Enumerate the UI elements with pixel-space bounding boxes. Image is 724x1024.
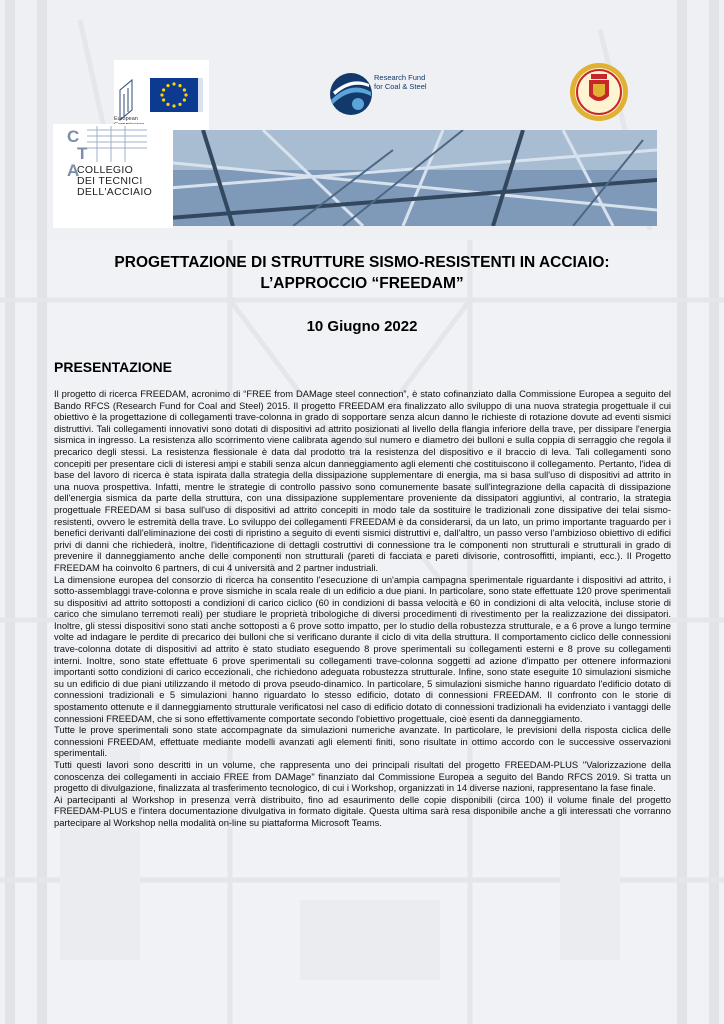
rfcs-label: [374, 73, 427, 91]
paragraph: Tutte le prove sperimentali sono state accompagnate da simulazioni numeriche avanzate. In particolare, le previsioni della risposta ciclica delle connessioni FREEDAM, effettuate mediante modelli avanzati agli elementi finiti, sono risultate in ottimo accordo con le successive osservazioni sperimentali.: [54, 724, 671, 759]
title-line2: L’APPROCCIO “FREEDAM”: [260, 275, 464, 292]
cta-grid-icon: [87, 126, 147, 162]
cta-text-line3: DELL'ACCIAIO: [77, 186, 153, 198]
section-heading: PRESENTAZIONE: [54, 359, 172, 375]
cta-college-name: [77, 165, 152, 198]
event-date: 10 Giugno 2022: [306, 318, 418, 335]
eu-label-text: European: [114, 116, 138, 122]
body-text: [54, 388, 671, 829]
cta-letter-c: C: [67, 127, 80, 146]
paragraph: Tutti questi lavori sono descritti in un volume, che rappresenta uno dei principali risultati del progetto FREEDAM-PLUS "Valorizzazione della conoscenza dei collegamenti in acciaio FREE from DAMage" finanziato dal Commissione Europea a seguito del Bando RFCS 2019. Si tratta un progetto di divulgazione, finalizzata al trasferimento tecnologico, di cui i Workshop, organizzati in 14 diverse nazioni, rappresentano la fase finale.: [54, 759, 671, 794]
header-logos: [53, 60, 657, 228]
rfcs-logo: [329, 70, 479, 130]
rfcs-emblem-icon: [329, 70, 373, 118]
title-line1: PROGETTAZIONE DI STRUTTURE SISMO-RESISTENTI IN ACCIAIO:: [114, 254, 610, 271]
paragraph: Ai partecipanti al Workshop in presenza verrà distribuito, fino ad esaurimento delle copie disponibili (circa 100) il volume finale del progetto FREEDAM-PLUS e l'intera documentazione divulgativa in formato digitale. Questa ultima sarà resa disponibile anche a gli interessati che vorranno partecipare al Workshop nella modalità on-line su piattaforma Microsoft Teams.: [54, 793, 671, 828]
document-title: [60, 252, 664, 294]
rfcs-line1: Research Fund: [374, 73, 426, 82]
paragraph: Il progetto di ricerca FREEDAM, acronimo di “FREE from DAMage steel connection”, è stato cofinanziato dalla Commissione Europea a seguito del Bando RFCS (Research Fund for Coal and Steel) 2015. Il progetto FREEDAM era finalizzato allo sviluppo di una nuova strategia progettuale il cui obiettivo è la progettazione di collegamenti trave-colonna in grado di sopportare senza alcun danno le richieste di rotazione dovute ad eventi sismici distruttivi. Tali collegamenti innovativi sono dotati di dispositivi ad attrito posizionati al livello della flangia inferiore della trave, per dissipare l'energia sismica in ingresso. La resistenza allo scorrimento viene calibrata agendo sul numero e diametro dei bulloni e sulla coppia di serraggio che regola il precarico degli stessi. La resistenza flessionale è data dal prodotto tra la resistenza del dispositivo e il braccio di leva. Tali collegamenti sono concepiti per presentare cicli di isteresi ampi e stabili senza alcun danneggiamento agli elementi che costituiscono il collegamento. Pertanto, l'idea di base del lavoro di ricerca è stata ispirata dalla strategia della dissipazione supplementare di energia, ma si basa sull'uso di dispositivi ad attrito in una nuova prospettiva. Infatti, mentre le strategie di controllo passivo sono comunemente basate sull'integrazione della capacità di dissipazione dell'energia sismica da parte della struttura, con una dissipazione supplementare proveniente da dissipatori aggiuntivi, al contrario, la strategia progettuale FREEDAM si basa sull'uso di dispositivi ad attrito concepiti in modo tale da sostituire le tradizionali zone dissipative dei telai sismo-resistenti, ovvero le estremità della trave. Lo sviluppo dei collegamenti FREEDAM è da considerarsi, da un lato, un primo importante traguardo per i benefici derivanti dall'eliminazione dei costi di ripristino a seguito di eventi sismici distruttivi e, dall'altro, un passo verso l'ambizioso obiettivo di edifici privi di danni che richiederà, inoltre, l'identificazione di dettagli costruttivi di connessione tra le componenti non strutturali e strutturali in grado di prevenire il danneggiamento anche delle componenti non strutturali (pareti di facciata e pareti divisorie, controsoffitti, impianti, ecc.). Il Progetto FREEDAM ha coinvolto 6 partners, di cui 4 università and 2 partner industriali.: [54, 388, 671, 573]
cta-text-line2: DEI TECNICI: [77, 175, 143, 187]
cta-letter-t: T: [77, 144, 88, 163]
banner-steel-structure-photo: [143, 130, 657, 226]
paragraph: La dimensione europea del consorzio di ricerca ha consentito l'esecuzione di un'ampia campagna sperimentale riguardante i dispositivi ad attrito, i sotto-assemblaggi trave-colonna e prove sismiche in scala reale di un edificio a due piani. In particolare, sono state effettuate 120 prove sperimentali su dispositivi ad attrito sottoposti a condizioni di carico ciclico (60 in condizioni di bassa velocità e 60 in condizioni di alta velocità, incluse storie di carico che simulano terremoti reali) per studiare le proprietà tribologiche di diversi procedimenti di rivestimento per la realizzazione dei dissipatori. Inoltre, gli stessi dispositivi sono stati anche sottoposti a 6 prove sotto impatto, per lo studio della robustezza strutturale, e a 6 prove a lungo termine volte ad indagare le perdite di precarico dei bulloni che si verificano durante il ciclo di vita della struttura. Il comportamento ciclico delle connessioni trave-colonna dotate di dispositivi ad attrito è stato studiato eseguendo 8 prove sperimentali su collegamenti esterni e 8 prove su collegamenti interni. Inoltre, sono state effettuate 6 prove sperimentali su collegamenti trave-colonna soggetti ad azione d'impatto per ottenere informazioni importanti sotto condizioni di carico eccezionali, che richiedono adeguata robustezza strutturale. Infine, sono state eseguite 10 simulazioni sismiche su un edificio di due piani utilizzando il metodo di prova pseudo-dinamico. In particolare, 5 simulazioni sismiche hanno riguardato l'edificio dotato di connessioni tradizionali e 5 simulazioni hanno riguardato lo stesso edificio, dotato di connessioni FREEDAM. Il confronto con le storie di spostamento ottenute e il danneggiamento strutturale verificatosi nel caso di edificio dotato di connessioni tradizionali ha evidenziato i vantaggi delle connessioni FREEDAM, che si sono effettivamente comportate secondo l'obiettivo progettuale, cioè esenti da danneggiamento.: [54, 573, 671, 724]
cta-text-line1: COLLEGIO: [77, 164, 134, 176]
university-seal-logo: [569, 62, 629, 122]
cta-letter-a: A: [67, 161, 80, 180]
rfcs-line2: for Coal & Steel: [374, 82, 427, 91]
cta-logo: [53, 124, 173, 228]
